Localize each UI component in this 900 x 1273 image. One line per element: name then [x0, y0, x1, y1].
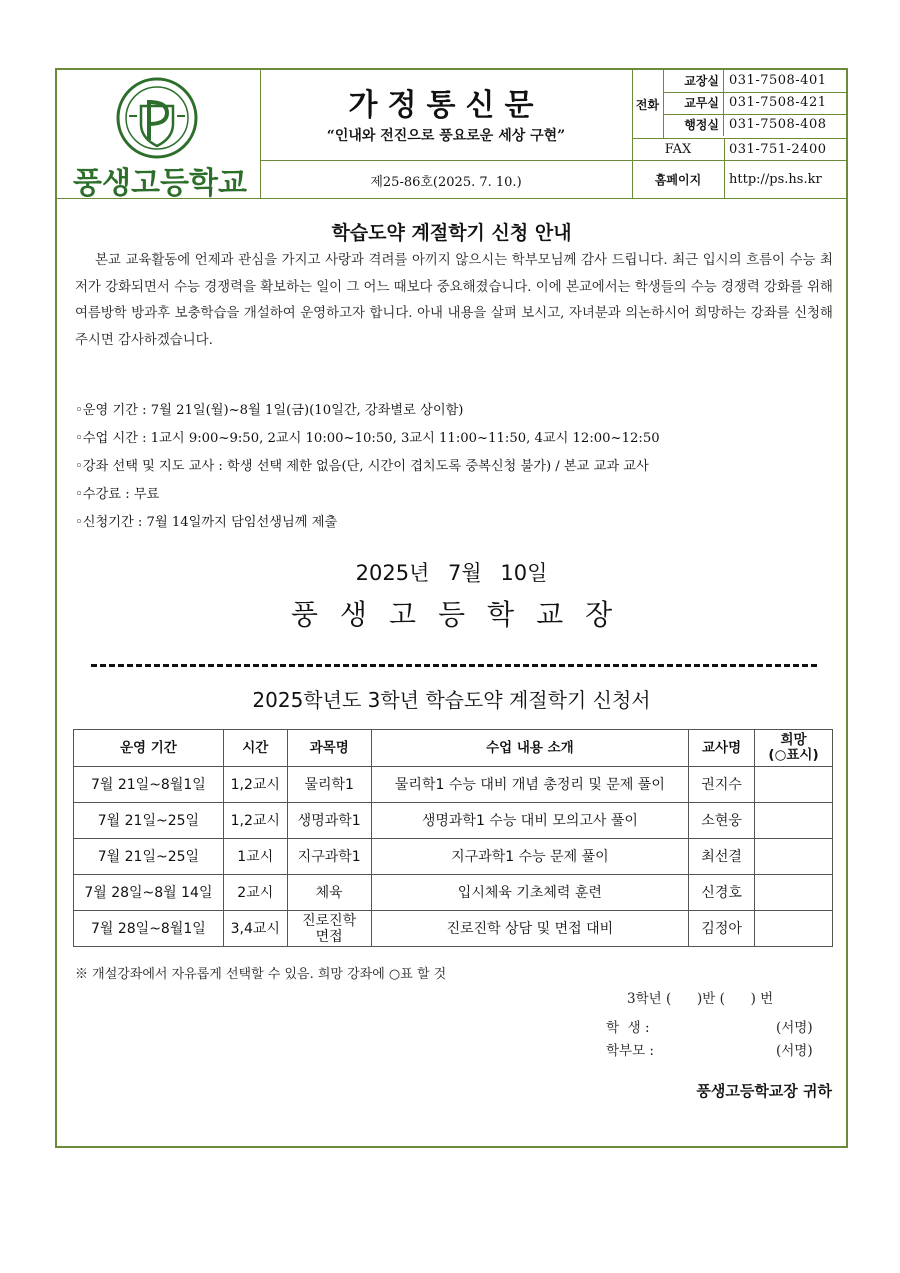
preference-mark-cell[interactable]: [755, 875, 833, 911]
info-item-period: ◦운영 기간 : 7월 21일(월)~8월 1일(금)(10일간, 강좌별로 상이함): [75, 403, 464, 418]
contact-row-principal: [663, 70, 846, 93]
subject-cell: 지구과학1: [287, 839, 371, 875]
homepage-label: 홈페이지: [632, 161, 725, 199]
preference-mark-cell[interactable]: [755, 767, 833, 803]
contact-label: 행정실: [663, 114, 724, 136]
contact-label: 교장실: [663, 70, 724, 92]
subject-cell: 생명과학1: [287, 803, 371, 839]
column-header: 교사명: [689, 730, 755, 767]
contact-number: 031-7508-408: [729, 117, 827, 132]
time-cell: 3,4교시: [223, 911, 287, 947]
fax-row: [632, 138, 846, 161]
teacher-cell: 최선결: [689, 839, 755, 875]
time-cell: 2교시: [223, 875, 287, 911]
parent-sign-label[interactable]: (서명): [776, 1043, 813, 1059]
info-item-fee: ◦수강료 : 무료: [75, 487, 160, 502]
subject-cell: 진로진학 면접: [287, 911, 371, 947]
notice-date: 2025년 7월 10일: [355, 561, 548, 585]
teacher-cell: 권지수: [689, 767, 755, 803]
newsletter-title: 가정통신문: [348, 88, 544, 123]
column-header: 운영 기간: [74, 730, 224, 767]
contact-row-admin: [663, 114, 846, 138]
issue-number: 제25-86호(2025. 7. 10.): [370, 175, 522, 190]
notice-paragraph: 본교 교육활동에 언제과 관심을 가지고 사랑과 격려를 아끼지 않으시는 학부모님께 감사 드립니다. 최근 입시의 흐름이 수능 최저가 강화되면서 수능 경쟁력을 확보하는 일이 그 어느 때보다 중요해졌습니다. 이에 본교에서는 학생들의 수능 경쟁력 강화를 위해 여름방학 방과후 보충학습을 개설하여 운영하고자 합니다. 아내 내용을 살펴 보시고, 자녀분과 의논하시어 희망하는 강좌를 신청해 주시면 감사하겠습니다.: [75, 253, 833, 348]
notice-title: 학습도약 계절학기 신청 안내: [331, 222, 572, 244]
application-form-title: 2025학년도 3학년 학습도약 계절학기 신청서: [252, 688, 651, 712]
class-number-line[interactable]: 3학년 ( )반 ( ) 번: [627, 991, 774, 1007]
column-header: 과목명: [287, 730, 371, 767]
table-row: [74, 839, 833, 875]
period-cell: 7월 28일~8월1일: [74, 911, 224, 947]
preference-mark-cell[interactable]: [755, 803, 833, 839]
table-row: [74, 911, 833, 947]
teacher-cell: 김정아: [689, 911, 755, 947]
teacher-cell: 소현웅: [689, 803, 755, 839]
school-emblem-icon: [115, 76, 199, 160]
period-cell: 7월 21일~8월1일: [74, 767, 224, 803]
parent-label: 학부모 :: [606, 1043, 654, 1059]
column-header: 시간: [223, 730, 287, 767]
fax-label: FAX: [632, 139, 725, 161]
info-item-class-time: ◦수업 시간 : 1교시 9:00~9:50, 2교시 10:00~10:50, 3교시 11:00~11:50, 4교시 12:00~12:50: [75, 431, 660, 446]
contact-row-academic: [663, 92, 846, 115]
student-label: 학 생 :: [606, 1020, 650, 1036]
description-cell: 진로진학 상담 및 면접 대비: [371, 911, 689, 947]
period-cell: 7월 28일~8월 14일: [74, 875, 224, 911]
issue-row: [260, 160, 632, 199]
table-row: [74, 767, 833, 803]
teacher-cell: 신경호: [689, 875, 755, 911]
description-cell: 물리학1 수능 대비 개념 총정리 및 문제 풀이: [371, 767, 689, 803]
subject-cell: 물리학1: [287, 767, 371, 803]
table-row: [74, 803, 833, 839]
fax-number: 031-751-2400: [729, 142, 827, 157]
description-cell: 지구과학1 수능 문제 풀이: [371, 839, 689, 875]
time-cell: 1,2교시: [223, 803, 287, 839]
school-name: 풍생고등학교: [73, 166, 247, 201]
school-logo-cell: [57, 70, 261, 201]
table-header-row: [74, 730, 833, 767]
addressee: 풍생고등학교장 귀하: [696, 1082, 832, 1100]
homepage-row: [632, 160, 846, 199]
column-header: 희망 (○표시): [755, 730, 833, 767]
contact-label: 교무실: [663, 92, 724, 114]
description-cell: 생명과학1 수능 대비 모의고사 풀이: [371, 803, 689, 839]
preference-mark-cell[interactable]: [755, 839, 833, 875]
subject-cell: 체육: [287, 875, 371, 911]
title-cell: [260, 70, 633, 198]
principal-signature: 풍생고등학교장: [290, 598, 635, 631]
table-row: [74, 875, 833, 911]
preference-mark-cell[interactable]: [755, 911, 833, 947]
homepage-link[interactable]: http://ps.hs.kr: [729, 172, 822, 187]
info-item-deadline: ◦신청기간 : 7월 14일까지 담임선생님께 제출: [75, 515, 338, 530]
selection-note: ※ 개설강좌에서 자유롭게 선택할 수 있음. 희망 강좌에 ○표 할 것: [75, 967, 447, 982]
contact-number: 031-7508-421: [729, 95, 827, 110]
letterhead: [57, 70, 846, 199]
school-motto: “인내와 전진으로 풍요로운 세상 구현”: [326, 128, 566, 144]
course-table: [73, 729, 833, 947]
time-cell: 1교시: [223, 839, 287, 875]
student-sign-label[interactable]: (서명): [776, 1020, 813, 1036]
document-frame: [55, 68, 848, 1148]
time-cell: 1,2교시: [223, 767, 287, 803]
info-item-course-selection: ◦강좌 선택 및 지도 교사 : 학생 선택 제한 없음(단, 시간이 겹치도록 중복신청 불가) / 본교 교과 교사: [75, 459, 649, 474]
period-cell: 7월 21일~25일: [74, 839, 224, 875]
cut-line: [91, 664, 817, 667]
description-cell: 입시체육 기초체력 훈련: [371, 875, 689, 911]
contact-cell: [632, 70, 846, 198]
column-header: 수업 내용 소개: [371, 730, 689, 767]
phone-label: 전화: [632, 70, 664, 138]
contact-number: 031-7508-401: [729, 73, 827, 88]
period-cell: 7월 21일~25일: [74, 803, 224, 839]
